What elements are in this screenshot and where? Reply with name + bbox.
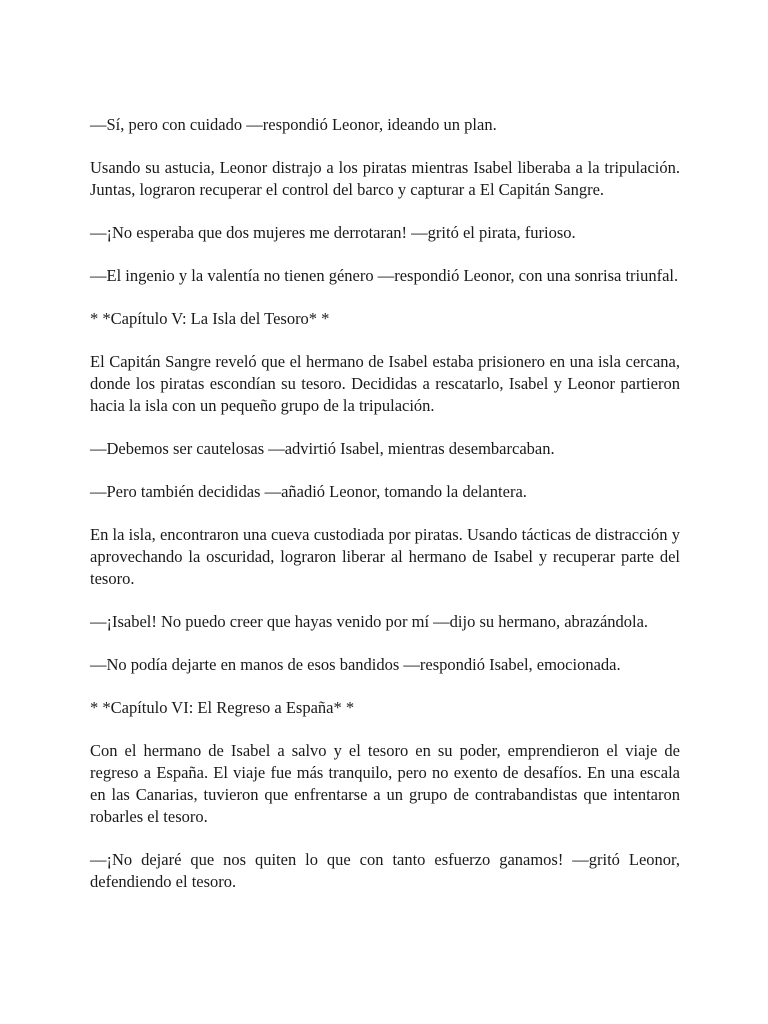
narrative-paragraph: Con el hermano de Isabel a salvo y el tesoro en su poder, emprendieron el viaje de regreso a España. El viaje fue más tranquilo, pero no exento de desafíos. En una escala en las Canarias, tuvieron que enfrentarse a un grupo de contrabandistas que intentaron robarles el tesoro. [90,741,680,826]
dialogue-paragraph: —¡No dejaré que nos quiten lo que con tanto esfuerzo ganamos! —gritó Leonor, defendiendo el tesoro. [90,850,680,891]
dialogue-paragraph: —¡Isabel! No puedo creer que hayas venido por mí —dijo su hermano, abrazándola. [90,612,649,631]
dialogue-paragraph: —No podía dejarte en manos de esos bandidos —respondió Isabel, emocionada. [90,655,621,674]
narrative-paragraph: En la isla, encontraron una cueva custodiada por piratas. Usando tácticas de distracción y aprovechando la oscuridad, lograron liberar al hermano de Isabel y recuperar parte del tesoro. [90,525,680,588]
dialogue-paragraph: —El ingenio y la valentía no tienen género —respondió Leonor, con una sonrisa triunfal. [90,266,679,285]
narrative-paragraph: Usando su astucia, Leonor distrajo a los piratas mientras Isabel liberaba a la tripulación. Juntas, lograron recuperar el control del barco y capturar a El Capitán Sangre. [90,158,680,199]
chapter-heading: * *Capítulo V: La Isla del Tesoro* * [90,309,330,328]
dialogue-paragraph: —Sí, pero con cuidado —respondió Leonor, ideando un plan. [90,115,497,134]
dialogue-paragraph: —Debemos ser cautelosas —advirtió Isabel, mientras desembarcaban. [90,439,555,458]
dialogue-paragraph: —¡No esperaba que dos mujeres me derrotaran! —gritó el pirata, furioso. [90,223,576,242]
chapter-heading: * *Capítulo VI: El Regreso a España* * [90,698,355,717]
narrative-paragraph: El Capitán Sangre reveló que el hermano de Isabel estaba prisionero en una isla cercana, donde los piratas escondían su tesoro. Decididas a rescatarlo, Isabel y Leonor partieron hacia la isla con un pequeño grupo de la tripulación. [90,352,680,415]
dialogue-paragraph: —Pero también decididas —añadió Leonor, tomando la delantera. [90,482,527,501]
document-page [90,114,680,914]
